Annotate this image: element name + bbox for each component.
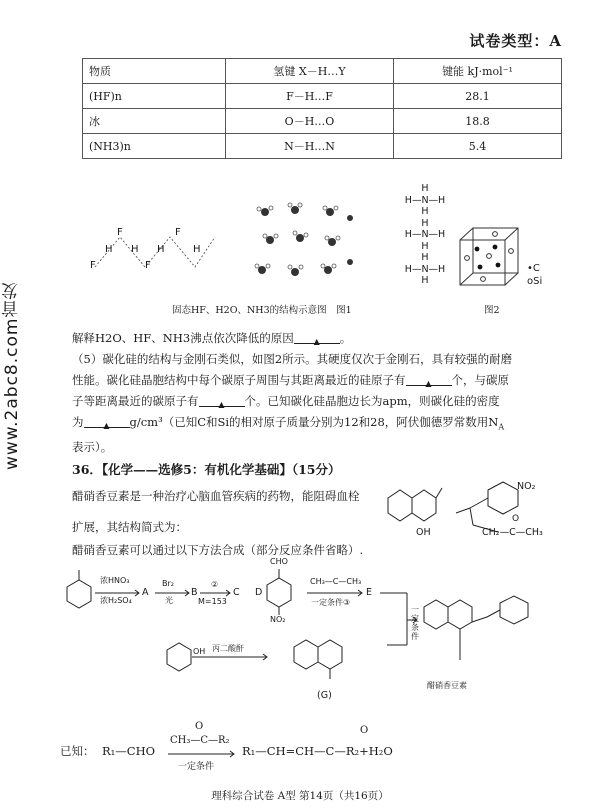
figure1-caption: 固态HF、H2O、NH3的结构示意图 图1 [172, 305, 352, 316]
ice-lattice-diagram [250, 200, 360, 295]
table-row [83, 84, 562, 109]
text-line: （5）碳化硅的结构与金刚石类似，如图2所示。其硬度仅次于金刚石，具有较强的耐磨 [72, 352, 513, 366]
table-header: 氢键 X－H…Y [226, 59, 394, 84]
answer-blank[interactable]: ▲ [406, 373, 452, 386]
acenocoumarol-structure [378, 470, 578, 550]
atom-label: H [421, 206, 429, 217]
table-cell: 5.4 [394, 134, 562, 159]
text-line: 解释H2O、HF、NH3沸点依次降低的原因 ▲ 。 [72, 331, 352, 346]
hydrogen-bond-table [82, 58, 562, 159]
atom-label: F [90, 260, 96, 271]
question-text-block [72, 328, 577, 458]
table-cell: O－H…O [226, 109, 394, 134]
product-name-label: 醋硝香豆素 [427, 681, 467, 690]
watermark: www.2abc8.com首发 [2, 281, 22, 470]
condition-3-label: 一定条件③ [311, 598, 351, 607]
condition-label: 一定条件 [178, 762, 215, 772]
table-header-row [83, 59, 562, 84]
step-2-label: ② [211, 580, 219, 589]
struct-oh-label: OH [416, 527, 431, 538]
atom-label: H—N—H [404, 229, 446, 240]
atom-label: F [145, 260, 151, 271]
reagent-light: 光 [165, 596, 173, 605]
answer-blank[interactable]: ▲ [294, 331, 340, 344]
reagent-br2: Br₂ [162, 579, 174, 588]
known-reaction [60, 721, 580, 773]
atom-label: H [157, 244, 165, 255]
atom-label: F [117, 227, 123, 238]
reactant-aldehyde: R₁—CHO [102, 744, 156, 758]
legend-carbon: •C [527, 263, 540, 274]
text-line: 为 ▲ g/cm³（已知C和Si的相对原子质量分别为12和28，阿伏伽德罗常数用$N_A$ [72, 415, 505, 432]
reaction-product: R₁—CH=CH—C—R₂+H₂O [242, 744, 393, 758]
compound-a: A [142, 587, 149, 598]
compound-d: D [255, 587, 263, 598]
atom-label: F [175, 227, 181, 238]
compound-c: C [233, 587, 240, 598]
table-header: 键能 kJ·mol⁻¹ [394, 59, 562, 84]
table-cell: 冰 [83, 109, 226, 134]
atom-label: H—N—H [404, 263, 446, 275]
product-carbonyl-o: O [360, 725, 369, 736]
text-line: 子等距离最近的碳原子有 ▲ 个。已知碳化硅晶胞边长为apm，则碳化硅的密度 [72, 394, 500, 409]
answer-blank[interactable]: ▲ [84, 415, 130, 428]
hf-chain-diagram [85, 222, 225, 282]
text-line: 扩展，其结构简式为： [72, 520, 187, 534]
table-cell: N－H…N [226, 134, 394, 159]
malonic-anhydride-label: 丙二酸酐 [212, 644, 244, 653]
table-row [83, 109, 562, 134]
table-cell: F－H…F [226, 84, 394, 109]
table-cell: 18.8 [394, 109, 562, 134]
compound-b: B [191, 587, 198, 598]
table-cell: (HF)n [83, 84, 226, 109]
text-line: 醋硝香豆素是一种治疗心脑血管疾病的药物，能阻碍血栓 [72, 489, 360, 503]
phenol-oh-label: OH [193, 647, 206, 656]
compound-g: (G) [317, 690, 332, 701]
figure2-caption: 图2 [484, 305, 500, 316]
table-header: 物质 [83, 59, 226, 84]
q36-description [72, 486, 372, 538]
atom-label: H [193, 244, 201, 255]
synthesis-scheme [62, 557, 592, 715]
atom-label: H [421, 183, 429, 194]
atom-label: H [421, 240, 429, 252]
q36-synthesis-intro: 醋硝香豆素可以通过以下方法合成（部分反应条件省略）. [72, 543, 364, 557]
compound-e: E [366, 587, 373, 598]
sic-legend [527, 262, 542, 288]
paper-type: 试卷类型：A [469, 32, 562, 50]
legend-silicon: oSi [527, 276, 543, 287]
final-condition-label: 一定条件 [411, 605, 419, 641]
answer-blank[interactable]: ▲ [199, 394, 245, 407]
table-cell: 28.1 [394, 84, 562, 109]
atom-label: H—N—H [404, 194, 446, 206]
struct-no2-label: NO₂ [517, 481, 536, 492]
struct-o-label: O [512, 514, 520, 524]
text-line: 表示）。 [72, 440, 113, 455]
atom-label: H [105, 244, 113, 255]
nh3-diagram [400, 183, 450, 287]
atom-label: H [421, 252, 429, 263]
ketone-reagent: CH₃—C—R₂ [170, 735, 230, 746]
table-cell: (NH3)n [83, 134, 226, 159]
cho-label: CHO [270, 557, 288, 566]
text-line: 性能。碳化硅晶胞结构中每个碳原子周围与其距离最近的硅原子有 ▲ 个，与碳原 [72, 373, 509, 388]
sic-unit-cell-diagram [455, 225, 525, 290]
atom-label: H [421, 275, 429, 286]
reagent-hno3: 浓HNO₃ [100, 576, 130, 585]
atom-label: H [131, 244, 139, 255]
page-footer: 理科综合试卷 A型 第14页（共16页） [211, 790, 389, 802]
struct-chain-label: CH₂—C—CH₃ [482, 527, 543, 538]
mass-label: M=153 [198, 597, 227, 606]
table-row [83, 134, 562, 159]
no2-label: NO₂ [270, 615, 286, 624]
atom-label: H [421, 217, 429, 229]
known-prefix: 已知： [60, 744, 95, 758]
carbonyl-o: O [195, 721, 204, 732]
acetone-label: CH₃—C—CH₃ [310, 577, 362, 586]
reagent-h2so4: 浓H₂SO₄ [100, 596, 132, 605]
question-36-title: 36．【化学——选修5：有机化学基础】（15分） [72, 462, 341, 477]
